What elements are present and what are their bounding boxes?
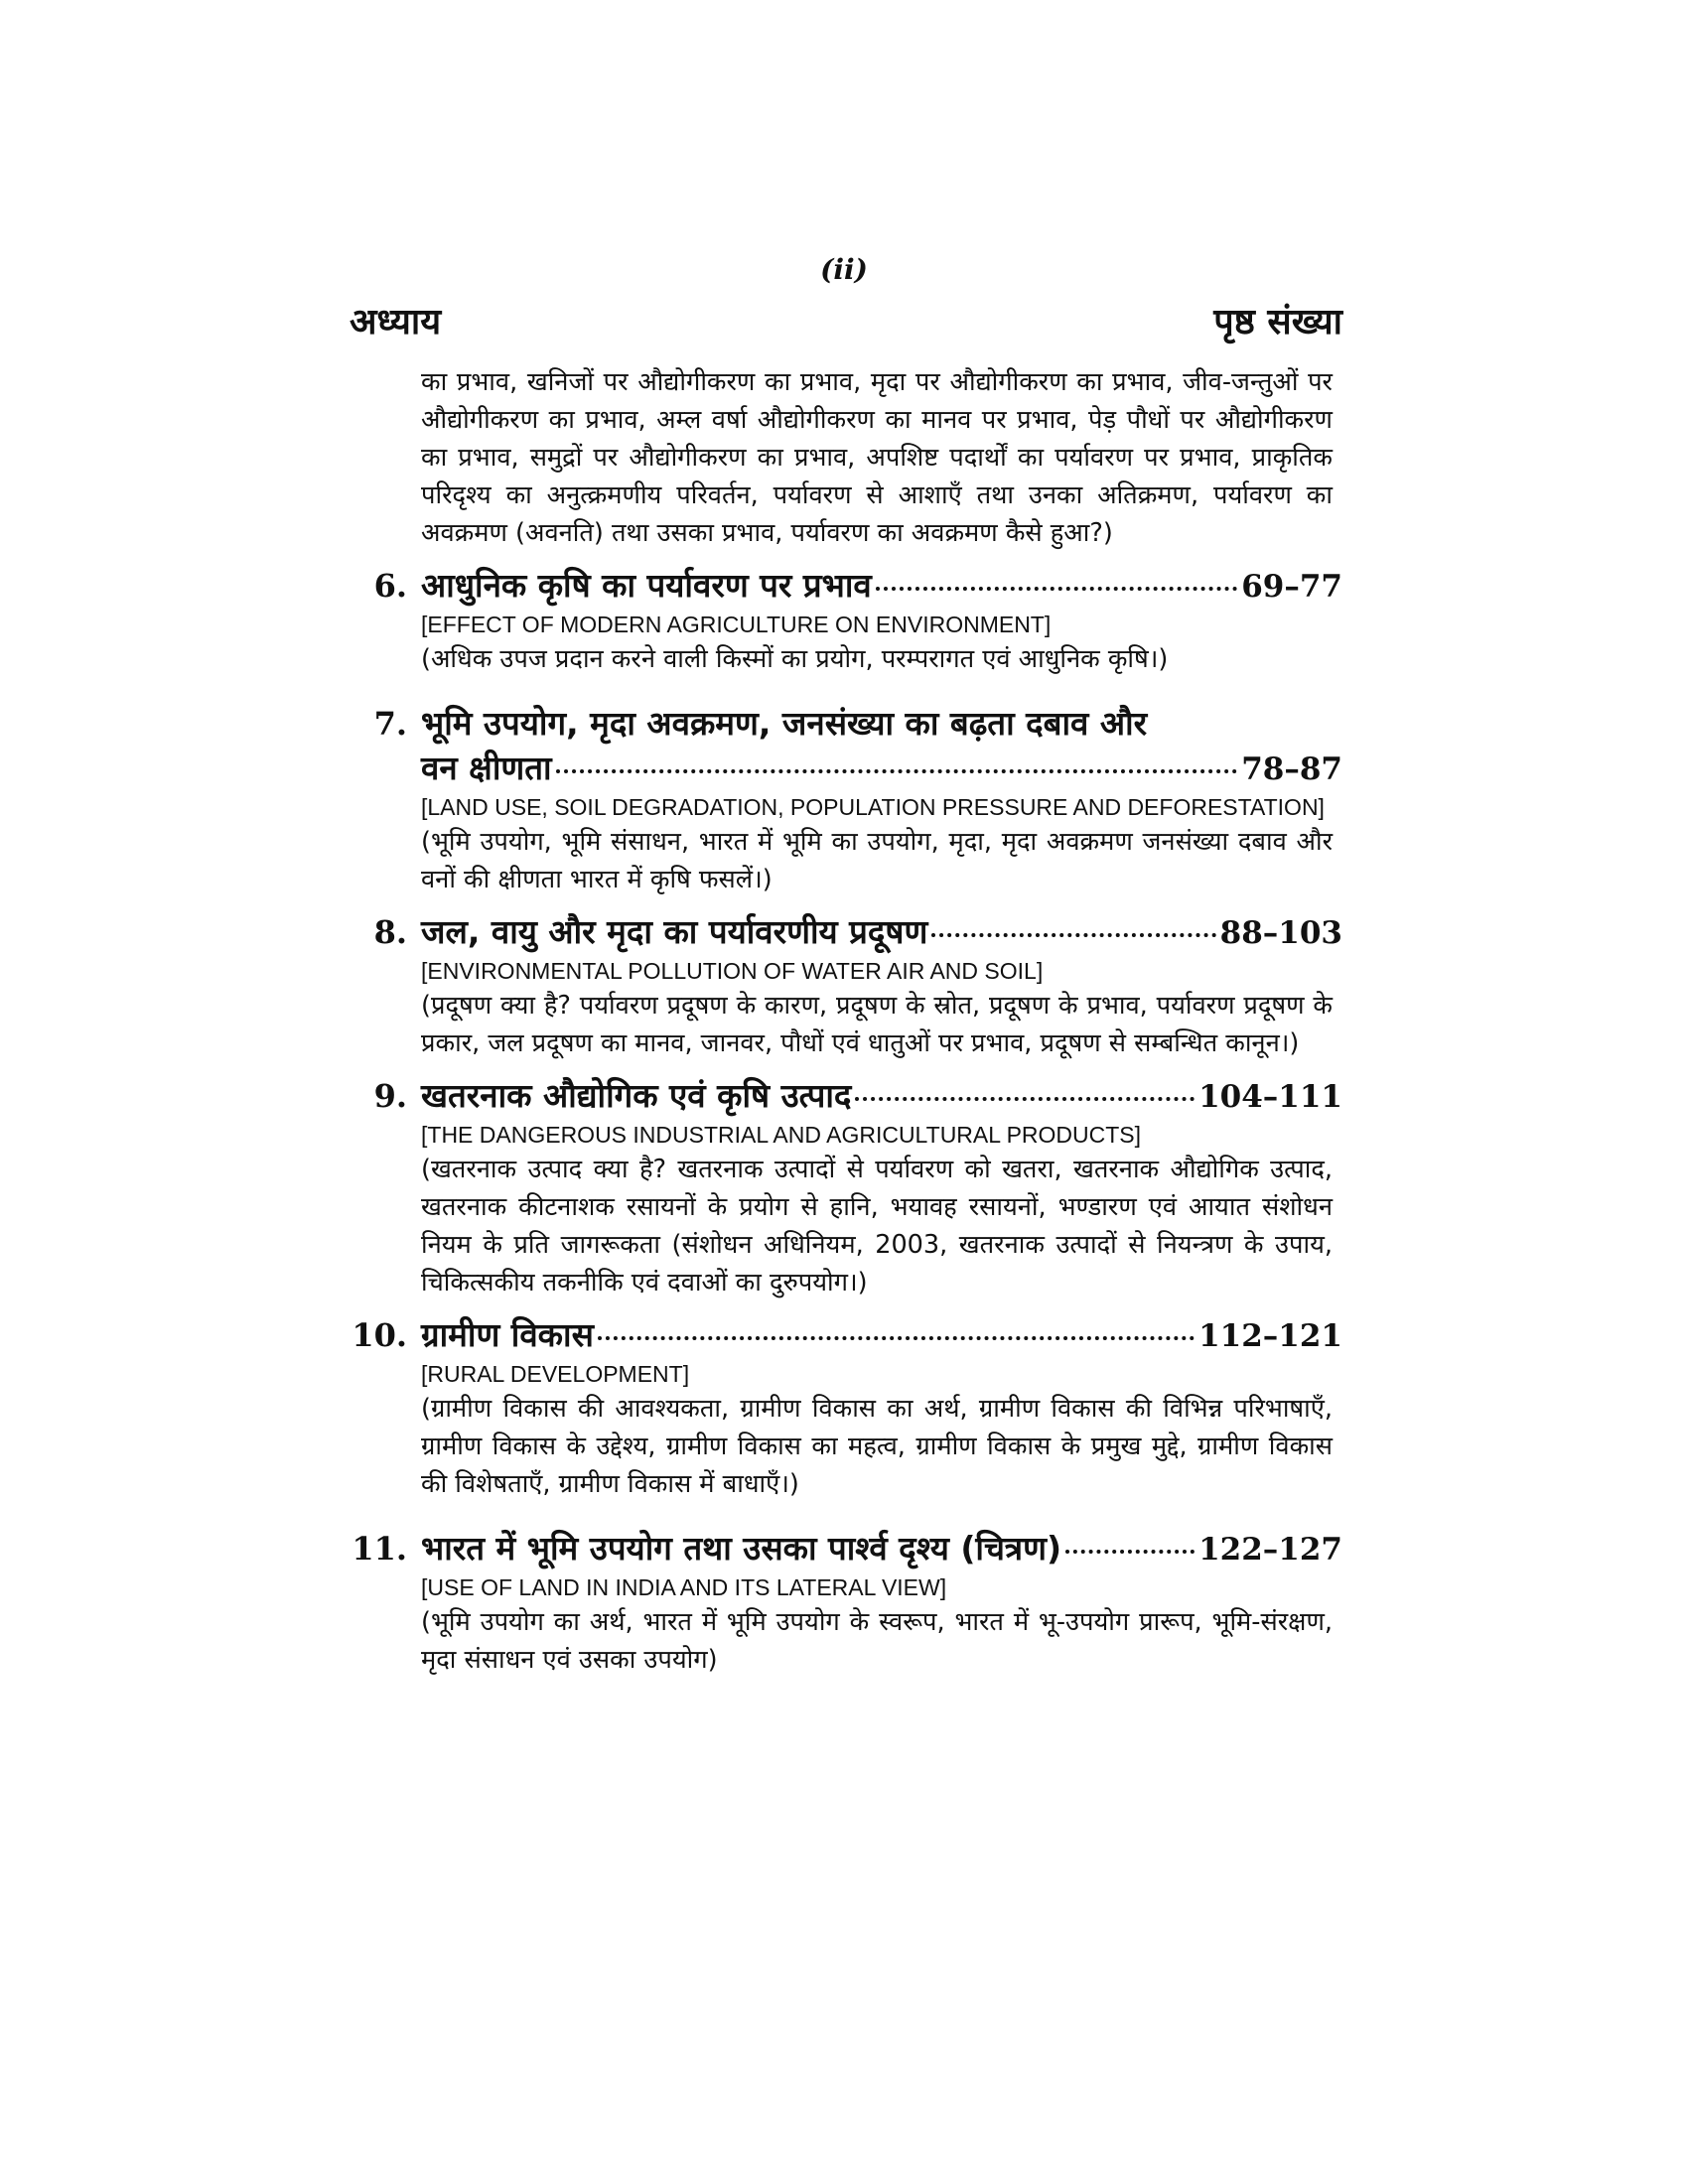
chapter-number: 10.: [352, 1316, 407, 1354]
dot-leader: [931, 933, 1215, 937]
chapter-number: 9.: [373, 1077, 407, 1115]
chapter-title: वन क्षीणता: [421, 749, 552, 787]
chapter-description: (अधिक उपज प्रदान करने वाली किस्मों का प्रयोग, परम्परागत एवं आधुनिक कृषि।): [421, 644, 1169, 674]
chapter-number: 8.: [373, 913, 407, 951]
continued-description: का प्रभाव, खनिजों पर औद्योगीकरण का प्रभाव, मृदा पर औद्योगीकरण का प्रभाव, जीव-जन्तुओं पर औद्योगीकरण का प्रभाव, अम्ल वर्षा औद्योगीकरण का मानव पर प्रभाव, पेड़ पौधों पर औद्योगीकरण का प्रभाव, समुद्रों पर औद्योगीकरण का प्रभाव, अपशिष्ट पदार्थों का पर्यावरण पर प्रभाव, प्राकृतिक परिदृश्य का अनुत्क्रमणीय परिवर्तन, पर्यावरण से आशाएँ तथा उनका अतिक्रमण, पर्यावरण का अवक्रमण (अवनति) तथा उसका प्रभाव, पर्यावरण का अवक्रमण कैसे हुआ?): [421, 367, 1333, 548]
chapter-title-line1: भूमि उपयोग, मृदा अवक्रमण, जनसंख्या का बढ़ता दबाव और: [421, 704, 1148, 743]
english-title: [EFFECT OF MODERN AGRICULTURE ON ENVIRONMENT]: [421, 612, 1052, 637]
dot-leader: [855, 1097, 1195, 1101]
toc-entry-11: [350, 1525, 1342, 1679]
chapter-title: ग्रामीण विकास: [421, 1315, 594, 1354]
page-range: 78–87: [1241, 751, 1342, 787]
chapter-description: (प्रदूषण क्या है? पर्यावरण प्रदूषण के कारण, प्रदूषण के स्रोत, प्रदूषण के प्रभाव, पर्यावरण प्रदूषण के प्रकार, जल प्रदूषण का मानव, जानवर, पौधों एवं धातुओं पर प्रभाव, प्रदूषण से सम्बन्धित कानून।): [421, 991, 1333, 1058]
chapter-description: (भूमि उपयोग, भूमि संसाधन, भारत में भूमि का उपयोग, मृदा, मृदा अवक्रमण जनसंख्या दबाव और वनों की क्षीणता भारत में कृषि फसलें।): [421, 827, 1333, 894]
dot-leader: [876, 587, 1237, 591]
english-title: [RURAL DEVELOPMENT]: [421, 1361, 690, 1387]
chapter-title: खतरनाक औद्योगिक एवं कृषि उत्पाद: [421, 1076, 852, 1115]
chapter-description: (खतरनाक उत्पाद क्या है? खतरनाक उत्पादों से पर्यावरण को खतरा, खतरनाक औद्योगिक उत्पाद, खतरनाक कीटनाशक रसायनों के प्रयोग से हानि, भयावह रसायनों, भण्डारण एवं आयात संशोधन नियम के प्रति जागरूकता (संशोधन अधिनियम, 2003, खतरनाक उत्पादों से नियन्त्रण के उपाय, चिकित्सकीय तकनीकि एवं दवाओं का दुरुपयोग।): [421, 1155, 1333, 1297]
english-title: [USE OF LAND IN INDIA AND ITS LATERAL VIEW]: [421, 1574, 947, 1600]
chapter-number: 7.: [373, 705, 407, 743]
chapter-column-heading: अध्याय: [350, 302, 442, 342]
english-title: [ENVIRONMENTAL POLLUTION OF WATER AIR AND SOIL]: [421, 958, 1044, 984]
page-range: 122–127: [1198, 1532, 1342, 1568]
page-range: 69–77: [1241, 569, 1342, 605]
table-of-contents: [350, 363, 1342, 1679]
chapter-title: आधुनिक कृषि का पर्यावरण पर प्रभाव: [421, 566, 872, 605]
chapter-number: 11.: [352, 1530, 407, 1568]
toc-entry-7: [350, 700, 1342, 898]
page-range: 104–111: [1198, 1079, 1342, 1115]
page-number-column-heading: पृष्ठ संख्या: [1213, 302, 1342, 342]
chapter-description: (भूमि उपयोग का अर्थ, भारत में भूमि उपयोग के स्वरूप, भारत में भू-उपयोग प्रारूप, भूमि-संरक्षण, मृदा संसाधन एवं उसका उपयोग): [421, 1607, 1333, 1675]
chapter-title: भारत में भूमि उपयोग तथा उसका पार्श्व दृश्य (चित्रण): [421, 1529, 1062, 1568]
chapter-number: 6.: [373, 567, 407, 605]
page-range: 88–103: [1219, 915, 1342, 951]
english-title: [LAND USE, SOIL DEGRADATION, POPULATION PRESSURE AND DEFORESTATION]: [421, 794, 1325, 820]
page-folio: (ii): [820, 253, 868, 286]
english-title: [THE DANGEROUS INDUSTRIAL AND AGRICULTURAL PRODUCTS]: [421, 1122, 1142, 1148]
page-range: 112–121: [1198, 1318, 1342, 1354]
dot-leader: [556, 769, 1238, 773]
chapter-title: जल, वायु और मृदा का पर्यावरणीय प्रदूषण: [421, 912, 928, 951]
chapter-description: (ग्रामीण विकास की आवश्यकता, ग्रामीण विकास का अर्थ, ग्रामीण विकास की विभिन्न परिभाषाएँ, ग्रामीण विकास के उद्देश्य, ग्रामीण विकास का महत्व, ग्रामीण विकास के प्रमुख मुद्दे, ग्रामीण विकास की विशेषताएँ, ग्रामीण विकास में बाधाएँ।): [421, 1394, 1333, 1499]
toc-entry-10: [350, 1311, 1342, 1503]
toc-entry-6: [350, 562, 1342, 678]
toc-entry-9: [350, 1072, 1342, 1301]
dot-leader: [1065, 1550, 1195, 1554]
toc-entry-8: [350, 908, 1342, 1062]
dot-leader: [598, 1336, 1195, 1340]
